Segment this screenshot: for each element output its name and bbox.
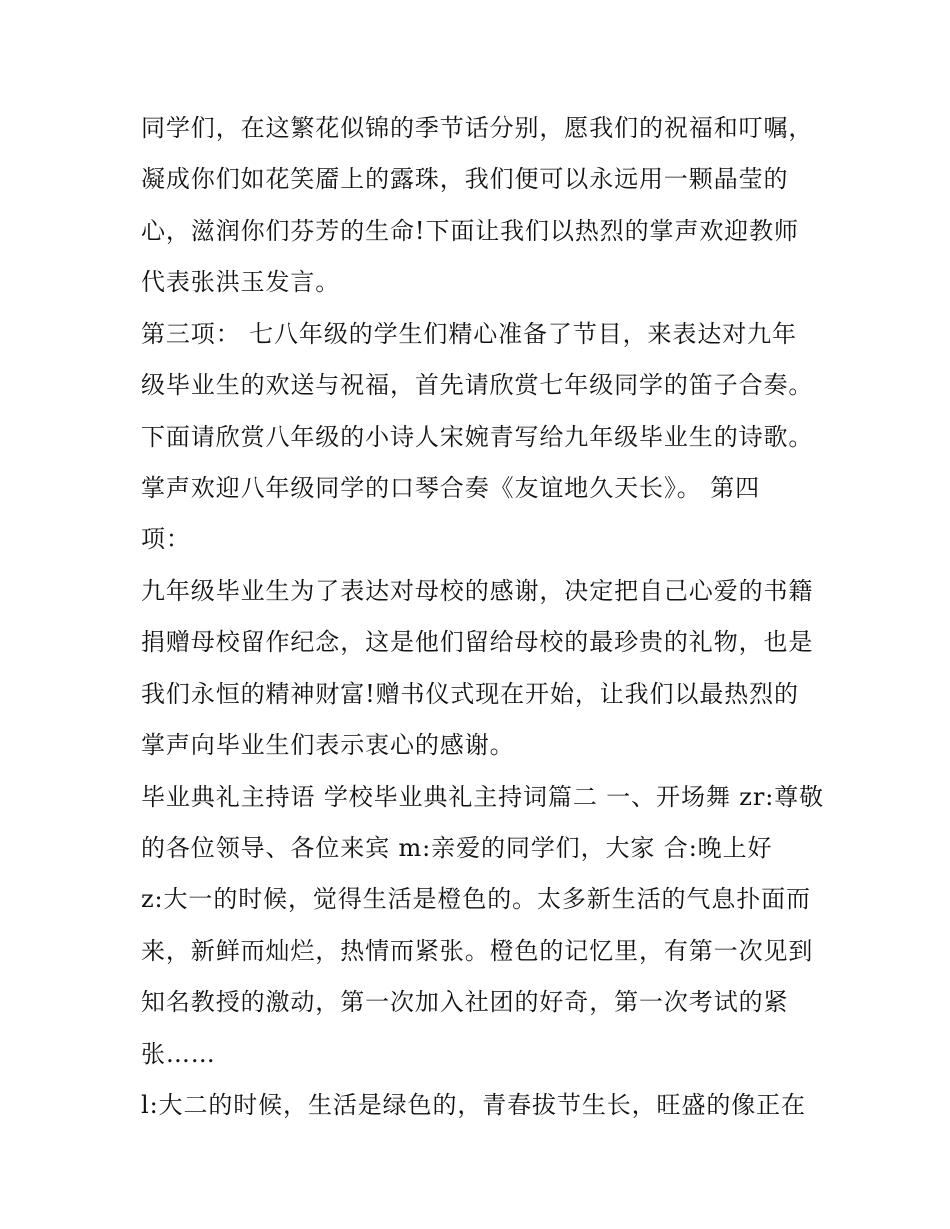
text-line: 掌声向毕业生们表示衷心的感谢。	[141, 731, 515, 759]
text-line: 捐赠母校留作纪念，这是他们留给母校的最珍贵的礼物，也是	[141, 628, 814, 656]
text-line: l:大二的时候，生活是绿色的，青春拔节生长，旺盛的像正在	[141, 1091, 806, 1119]
text-line: 九年级毕业生为了表达对母校的感谢，决定把自己心爱的书籍	[141, 577, 814, 605]
text-line: 下面请欣赏八年级的小诗人宋婉青写给九年级毕业生的诗歌。	[141, 423, 814, 451]
text-line: 第三项： 七八年级的学生们精心准备了节目，来表达对九年	[141, 320, 797, 348]
text-line: 张……	[141, 1040, 216, 1068]
text-line: 级毕业生的欢送与祝福，首先请欣赏七年级同学的笛子合奏。	[141, 371, 814, 399]
text-line: 来，新鲜而灿烂，热情而紧张。橙色的记忆里，有第一次见到	[141, 937, 814, 965]
text-line: 的各位领导、各位来宾 m:亲爱的同学们，大家 合:晚上好	[141, 834, 773, 862]
text-line: 凝成你们如花笑靥上的露珠，我们便可以永远用一颗晶莹的	[141, 165, 789, 193]
text-line: 代表张洪玉发言。	[141, 268, 341, 296]
text-line: 毕业典礼主持语 学校毕业典礼主持词篇二 一、开场舞 zr:尊敬	[141, 783, 824, 811]
text-line: 同学们，在这繁花似锦的季节话分别，愿我们的祝福和叮嘱，	[141, 114, 814, 142]
text-line: 项：	[141, 525, 191, 553]
text-line: 掌声欢迎八年级同学的口琴合奏《友谊地久天长》。 第四	[141, 474, 761, 502]
text-line: 我们永恒的精神财富!赠书仪式现在开始，让我们以最热烈的	[141, 680, 799, 708]
text-line: 知名教授的激动，第一次加入社团的好奇，第一次考试的紧	[141, 988, 789, 1016]
text-line: z:大一的时候，觉得生活是橙色的。太多新生活的气息扑面而	[141, 885, 811, 913]
text-line: 心，滋润你们芬芳的生命!下面让我们以热烈的掌声欢迎教师	[141, 217, 799, 245]
